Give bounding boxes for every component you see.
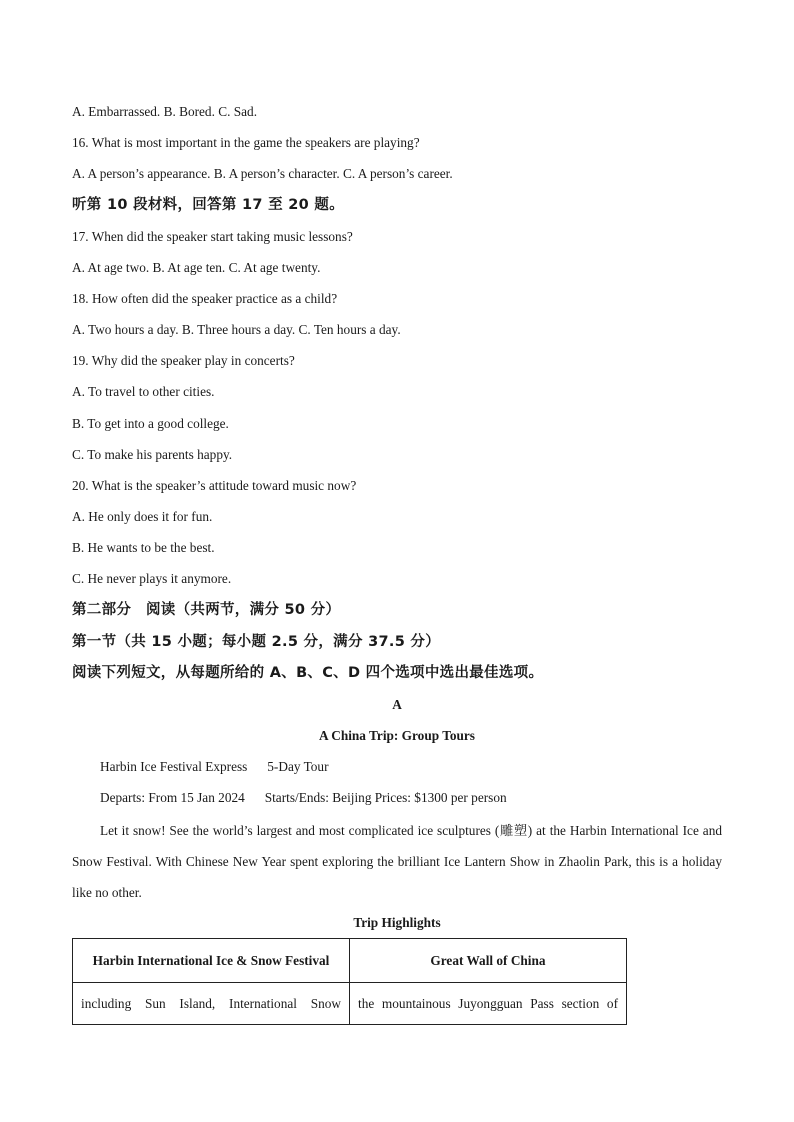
- part-heading: 第二部分 阅读（共两节，满分 50 分）: [72, 602, 341, 618]
- highlights-title: Trip Highlights: [353, 915, 441, 930]
- highlights-table: [72, 938, 627, 1025]
- passage-paragraph: Let it snow! See the world’s largest and most complicated ice sculptures (雕塑) at the Harbin International Ice and Snow Festival. With Chinese New Year spent exploring the brilliant Ice Lantern Show in Zhaolin Park, this is a holiday like no other.: [72, 823, 722, 901]
- passage-label: A: [392, 697, 402, 712]
- departs-line: Departs: From 15 Jan 2024 Starts/Ends: Beijing Prices: $1300 per person: [100, 790, 507, 805]
- question-line: A. Two hours a day. B. Three hours a day. C. Ten hours a day.: [72, 322, 401, 337]
- question-line: A. To travel to other cities.: [72, 384, 215, 399]
- table-cell: the mountainous Juyongguan Pass section of: [350, 983, 627, 1025]
- question-line: 19. Why did the speaker play in concerts?: [72, 353, 295, 368]
- question-line: A. Embarrassed. B. Bored. C. Sad.: [72, 104, 258, 119]
- reading-instruction: 阅读下列短文，从每题所给的 A、B、C、D 四个选项中选出最佳选项。: [72, 665, 544, 681]
- question-line: B. To get into a good college.: [72, 416, 229, 431]
- passage-title: A China Trip: Group Tours: [319, 728, 475, 743]
- question-line: A. A person’s appearance. B. A person’s character. C. A person’s career.: [72, 166, 453, 181]
- table-header-cell: Harbin International Ice & Snow Festival: [73, 939, 350, 983]
- question-line: B. He wants to be the best.: [72, 540, 215, 555]
- question-line: C. To make his parents happy.: [72, 447, 233, 462]
- table-row: [73, 983, 627, 1025]
- section-instruction: 听第 10 段材料，回答第 17 至 20 题。: [72, 197, 345, 213]
- question-line: C. He never plays it anymore.: [72, 571, 232, 586]
- question-line: 16. What is most important in the game the speakers are playing?: [72, 135, 420, 150]
- question-line: A. At age two. B. At age ten. C. At age twenty.: [72, 260, 321, 275]
- section-heading: 第一节（共 15 小题；每小题 2.5 分，满分 37.5 分）: [72, 634, 441, 650]
- question-line: 18. How often did the speaker practice as a child?: [72, 291, 338, 306]
- question-line: 17. When did the speaker start taking music lessons?: [72, 229, 353, 244]
- table-cell: including Sun Island, International Snow: [73, 983, 350, 1025]
- table-header-cell: Great Wall of China: [350, 939, 627, 983]
- question-line: 20. What is the speaker’s attitude toward music now?: [72, 478, 357, 493]
- table-header-row: [73, 939, 627, 983]
- question-line: A. He only does it for fun.: [72, 509, 213, 524]
- tour-line: Harbin Ice Festival Express 5-Day Tour: [100, 759, 329, 774]
